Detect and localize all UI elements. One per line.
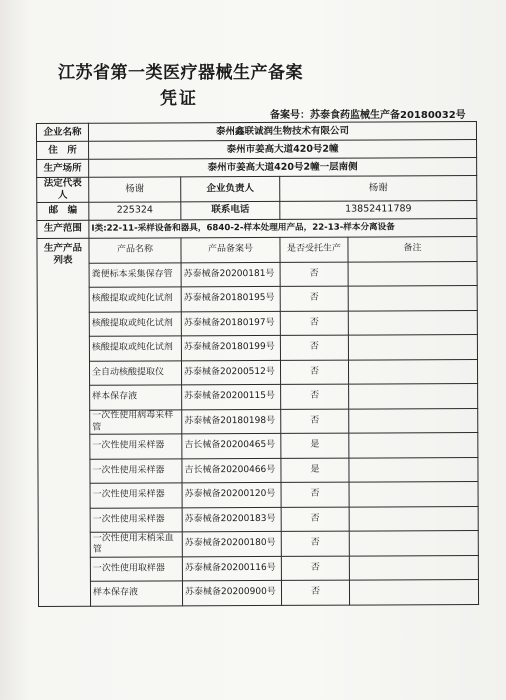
product-outsourced-cell: 否 [281, 384, 349, 409]
table-row [38, 531, 478, 557]
product-record-no-cell: 苏泰械备20200115号 [182, 385, 281, 410]
product-outsourced-cell: 否 [281, 482, 349, 507]
product-record-no-cell: 苏泰械备20180197号 [181, 311, 280, 336]
product-record-no-cell: 苏泰械备20200181号 [181, 262, 280, 287]
product-outsourced-cell: 否 [280, 262, 348, 287]
phone-value: 13852411789 [280, 200, 477, 219]
record-number-label: 备案号： [270, 110, 310, 121]
product-outsourced-cell: 否 [281, 409, 349, 434]
table-row [38, 482, 478, 508]
product-remark-cell [349, 457, 478, 482]
legal-rep-label: 法定代表人 [37, 177, 89, 202]
product-remark-cell [348, 261, 477, 286]
production-site-label: 生产场所 [37, 159, 89, 177]
product-outsourced-cell: 否 [280, 360, 348, 385]
record-number-value: 苏泰食药监械生产备20180032号 [310, 110, 466, 121]
postcode-label: 邮 编 [37, 202, 89, 220]
product-record-no-cell: 苏泰械备20180199号 [181, 336, 280, 361]
product-list-label [37, 238, 91, 606]
product-name-cell: 核酸提取或纯化试剂 [89, 287, 181, 312]
product-name-cell: 一次性使用采样器 [90, 434, 182, 459]
product-remark-cell [349, 506, 478, 531]
product-name-cell: 一次性使用采样器 [90, 483, 182, 508]
row-postcode [37, 200, 477, 220]
product-remark-cell [349, 408, 478, 433]
product-list-header-row [37, 236, 477, 263]
product-remark-cell [348, 310, 477, 335]
product-name-cell: 一次性使用采样器 [90, 459, 182, 484]
table-row [38, 506, 478, 532]
column-header-remark: 备注 [348, 236, 477, 262]
column-header-record-no: 产品备案号 [181, 237, 280, 262]
product-name-cell: 样本保存液 [90, 581, 182, 606]
scope-label: 生产范围 [37, 220, 89, 238]
table-row [37, 359, 477, 385]
product-outsourced-cell: 否 [281, 531, 349, 556]
product-remark-cell [349, 531, 478, 556]
product-outsourced-cell: 是 [281, 433, 349, 458]
product-outsourced-cell: 否 [281, 580, 349, 605]
row-company-name [36, 122, 476, 142]
product-outsourced-cell: 否 [280, 311, 348, 336]
product-outsourced-cell: 否 [281, 556, 349, 581]
product-record-no-cell: 苏泰械备20200512号 [181, 360, 280, 385]
product-name-cell: 一次性使用末梢采血管 [90, 532, 182, 557]
company-name-value: 泰州鑫联诚润生物技术有限公司 [88, 122, 476, 142]
product-record-no-cell: 吉长械备20200466号 [182, 458, 281, 483]
product-record-no-cell: 苏泰械备20200900号 [182, 581, 281, 606]
product-record-no-cell: 苏泰械备20200180号 [182, 532, 281, 557]
table-row [38, 555, 478, 581]
table-row [38, 457, 478, 483]
table-row [38, 580, 478, 606]
company-name-label: 企业名称 [36, 123, 88, 141]
product-name-cell: 粪便标本采集保存管 [89, 263, 181, 288]
address-value: 泰州市姜高大道420号2幢 [89, 140, 477, 160]
product-record-no-cell: 吉长械备20200465号 [182, 434, 281, 459]
production-site-value: 泰州市姜高大道420号2幢一层南侧 [89, 158, 477, 178]
product-record-no-cell: 苏泰械备20200116号 [182, 556, 281, 581]
product-name-cell: 一次性使用取样器 [90, 557, 182, 582]
product-remark-cell [348, 286, 477, 311]
document-title: 江苏省第一类医疗器械生产备案 [58, 63, 303, 83]
product-outsourced-cell: 是 [281, 458, 349, 483]
product-list-label-text: 生产产品列表 [43, 242, 83, 266]
table-row [38, 408, 478, 434]
row-production-site [37, 158, 477, 178]
product-remark-cell [349, 555, 478, 580]
row-address [37, 140, 477, 160]
product-outsourced-cell: 否 [280, 335, 348, 360]
table-row [37, 261, 477, 287]
product-record-no-cell: 苏泰械备20180198号 [182, 409, 281, 434]
document-title-line2: 凭证 [160, 89, 198, 109]
product-name-cell: 全自动核酸提取仪 [89, 361, 181, 386]
product-remark-cell [349, 433, 478, 458]
product-remark-cell [348, 335, 477, 360]
product-remark-cell [349, 482, 478, 507]
address-label: 住 所 [37, 141, 89, 159]
table-row [38, 433, 478, 459]
phone-label: 联系电话 [181, 201, 280, 219]
column-header-product-name: 产品名称 [89, 238, 181, 263]
table-row [37, 310, 477, 336]
table-row [37, 286, 477, 312]
product-name-cell: 核酸提取或纯化试剂 [89, 312, 181, 337]
certificate-table [36, 121, 479, 607]
row-legal-rep [37, 176, 477, 203]
product-name-cell: 核酸提取或纯化试剂 [89, 336, 181, 361]
table-row [37, 335, 477, 361]
product-outsourced-cell: 否 [281, 507, 349, 532]
company-head-label: 企业负责人 [181, 176, 280, 201]
row-scope [37, 218, 477, 238]
postcode-value: 225324 [89, 202, 181, 220]
product-name-cell: 一次性使用病毒采样管 [90, 410, 182, 435]
product-record-no-cell: 苏泰械备20180195号 [181, 287, 280, 312]
scope-value: Ⅰ类:22-11-采样设备和器具，6840-2-样本处理用产品，22-13-样本分离设备 [89, 218, 477, 238]
company-head-value: 杨谢 [280, 176, 477, 202]
product-record-no-cell: 苏泰械备20200183号 [182, 507, 281, 532]
column-header-outsourced: 是否受托生产 [280, 237, 348, 262]
product-name-cell: 样本保存液 [90, 385, 182, 410]
product-remark-cell [349, 580, 478, 605]
product-name-cell: 一次性使用采样器 [90, 508, 182, 533]
table-row [38, 384, 478, 410]
legal-rep-value: 杨谢 [89, 177, 181, 202]
product-record-no-cell: 苏泰械备20200120号 [182, 483, 281, 508]
record-number [270, 106, 466, 121]
product-outsourced-cell: 否 [280, 286, 348, 311]
product-remark-cell [349, 384, 478, 409]
product-remark-cell [348, 359, 477, 384]
